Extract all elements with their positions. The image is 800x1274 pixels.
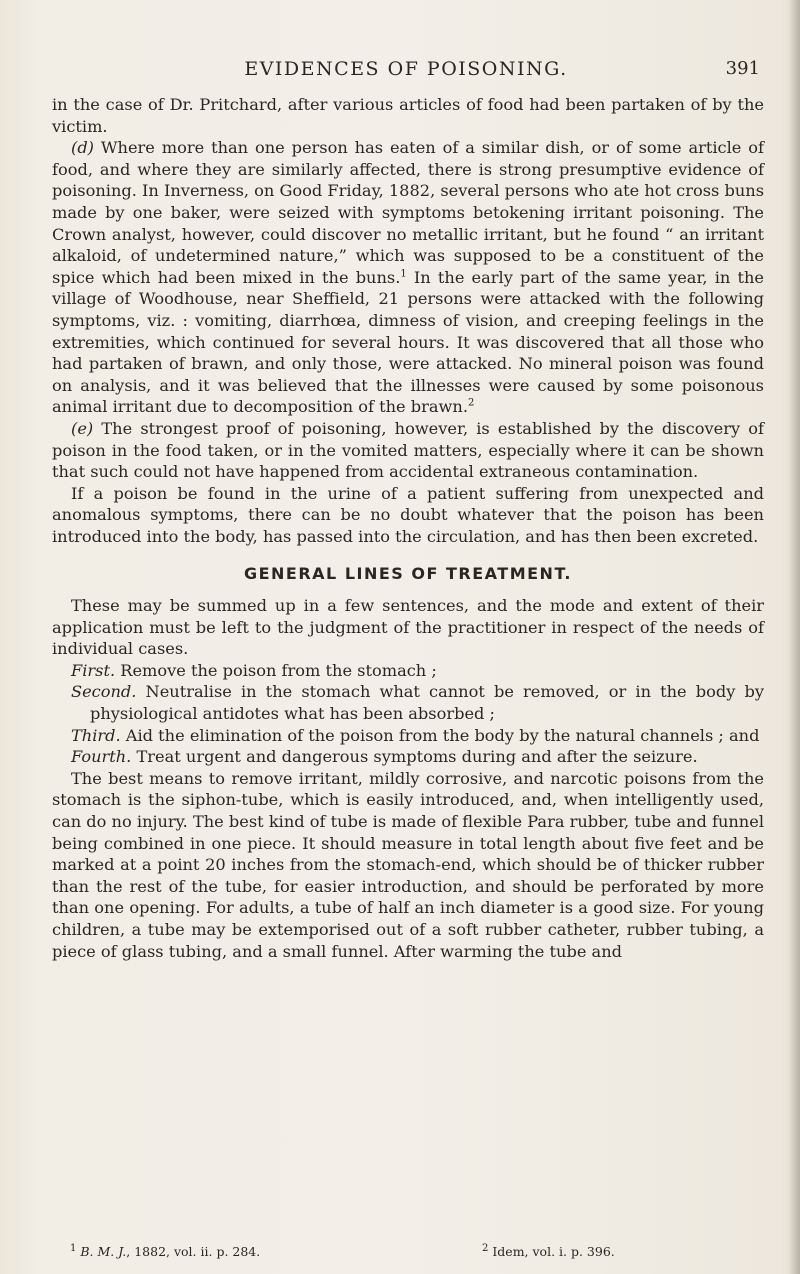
paragraph-label: (d) xyxy=(71,138,94,158)
page-edge-shadow xyxy=(788,0,800,1274)
footnote-1 xyxy=(70,1244,260,1259)
footnote-ref: 1 xyxy=(400,268,407,280)
list-item xyxy=(52,725,764,747)
list-item xyxy=(52,746,764,768)
list-ordinal: Third. xyxy=(71,725,121,745)
list-item xyxy=(52,660,764,682)
paragraph-text: In the early part of the same year, in the village of Woodhouse, near Sheffield, 21 persons were attacked with the following symptoms, viz. : vomiting, diarrhœa, dimness of vision, and creeping feelings in the extremities, which continued for several hours. It was discovered that all those who had partaken of brawn, and only those, were attacked. No mineral poison was found on analysis, and it was believed that the illnesses were caused by some poisonous animal irritant due to decomposition of the brawn. xyxy=(52,267,764,417)
list-text: Neutralise in the stomach what cannot be removed, or in the body by physiological antidotes what has been absorbed ; xyxy=(90,682,764,724)
running-title: EVIDENCES OF POISONING. xyxy=(244,58,568,80)
footnote-mark: 1 xyxy=(70,1242,77,1254)
footnote-text: , 1882, vol. ii. p. 284. xyxy=(126,1244,261,1259)
list-text: Treat urgent and dangerous symptoms during and after the seizure. xyxy=(131,747,698,767)
page-body xyxy=(52,94,764,962)
footnote-text: Idem, vol. i. p. 396. xyxy=(492,1244,615,1259)
paragraph-label: (e) xyxy=(71,418,94,438)
paragraph-text: The strongest proof of poisoning, however, is established by the discovery of poison in the food taken, or in the vomited matters, especially where it can be shown that such could not have happened from accidental extraneous contamination. xyxy=(52,418,764,482)
page-header xyxy=(52,58,760,86)
paragraph-d xyxy=(52,137,764,418)
footnote-source: B. M. J. xyxy=(80,1244,127,1259)
paragraph-e xyxy=(52,418,764,483)
paragraph-urine: If a poison be found in the urine of a patient suffering from unexpected and anomalous symptoms, there can be no doubt whatever that the poison has been introduced into the body, has passed into the circulation, and has then been excreted. xyxy=(52,483,764,546)
list-ordinal: Second. xyxy=(71,682,137,702)
paragraph-summary: These may be summed up in a few sentences, and the mode and extent of their application must be left to the judgment of the practitioner in respect of the needs of individual cases. xyxy=(52,596,764,659)
list-item xyxy=(52,681,764,724)
paragraph-siphon-tube: The best means to remove irritant, mildly corrosive, and narcotic poisons from the stomach is the siphon-tube, which is easily introduced, and, when intelligently used, can do no injury. The best kind of tube is made of flexible Para rubber, tube and funnel being combined in one piece. It should measure in total length about five feet and be marked at a point 20 inches from the stomach-end, which should be of thicker rubber than the rest of the tube, for easier introduction, and should be perforated by more than one opening. For adults, a tube of half an inch diameter is a good size. For young children, a tube may be extemporised out of a soft rubber catheter, rubber tubing, a piece of glass tubing, and a small funnel. After warming the tube and xyxy=(52,768,764,961)
paragraph-continuation: in the case of Dr. Pritchard, after various articles of food had been partaken of by the victim. xyxy=(52,95,764,136)
list-text: Aid the elimination of the poison from the body by the natural channels ; and xyxy=(120,725,760,745)
footnote-mark: 2 xyxy=(482,1242,489,1254)
page-number: 391 xyxy=(725,58,760,79)
list-ordinal: First. xyxy=(71,660,116,680)
list-ordinal: Fourth. xyxy=(71,747,132,767)
list-text: Remove the poison from the stomach ; xyxy=(115,660,437,680)
footnote-2 xyxy=(482,1244,615,1259)
footnote-ref: 2 xyxy=(467,397,475,409)
section-heading: GENERAL LINES OF TREATMENT. xyxy=(243,564,573,584)
paragraph-text: Where more than one person has eaten of a similar dish, or of some article of food, and where they are similarly affected, there is strong presumptive evidence of poisoning. In Inverness, on Good Friday, 1882, several persons who ate hot cross buns made by one baker, were seized with symptoms betokening irritant poisoning. The Crown analyst, however, could discover no metallic irritant, but he found “ an irritant alkaloid, of undetermined nature,” which was supposed to be a constituent of the spice which had been mixed in the buns. xyxy=(52,138,764,287)
footnotes xyxy=(52,1244,764,1264)
